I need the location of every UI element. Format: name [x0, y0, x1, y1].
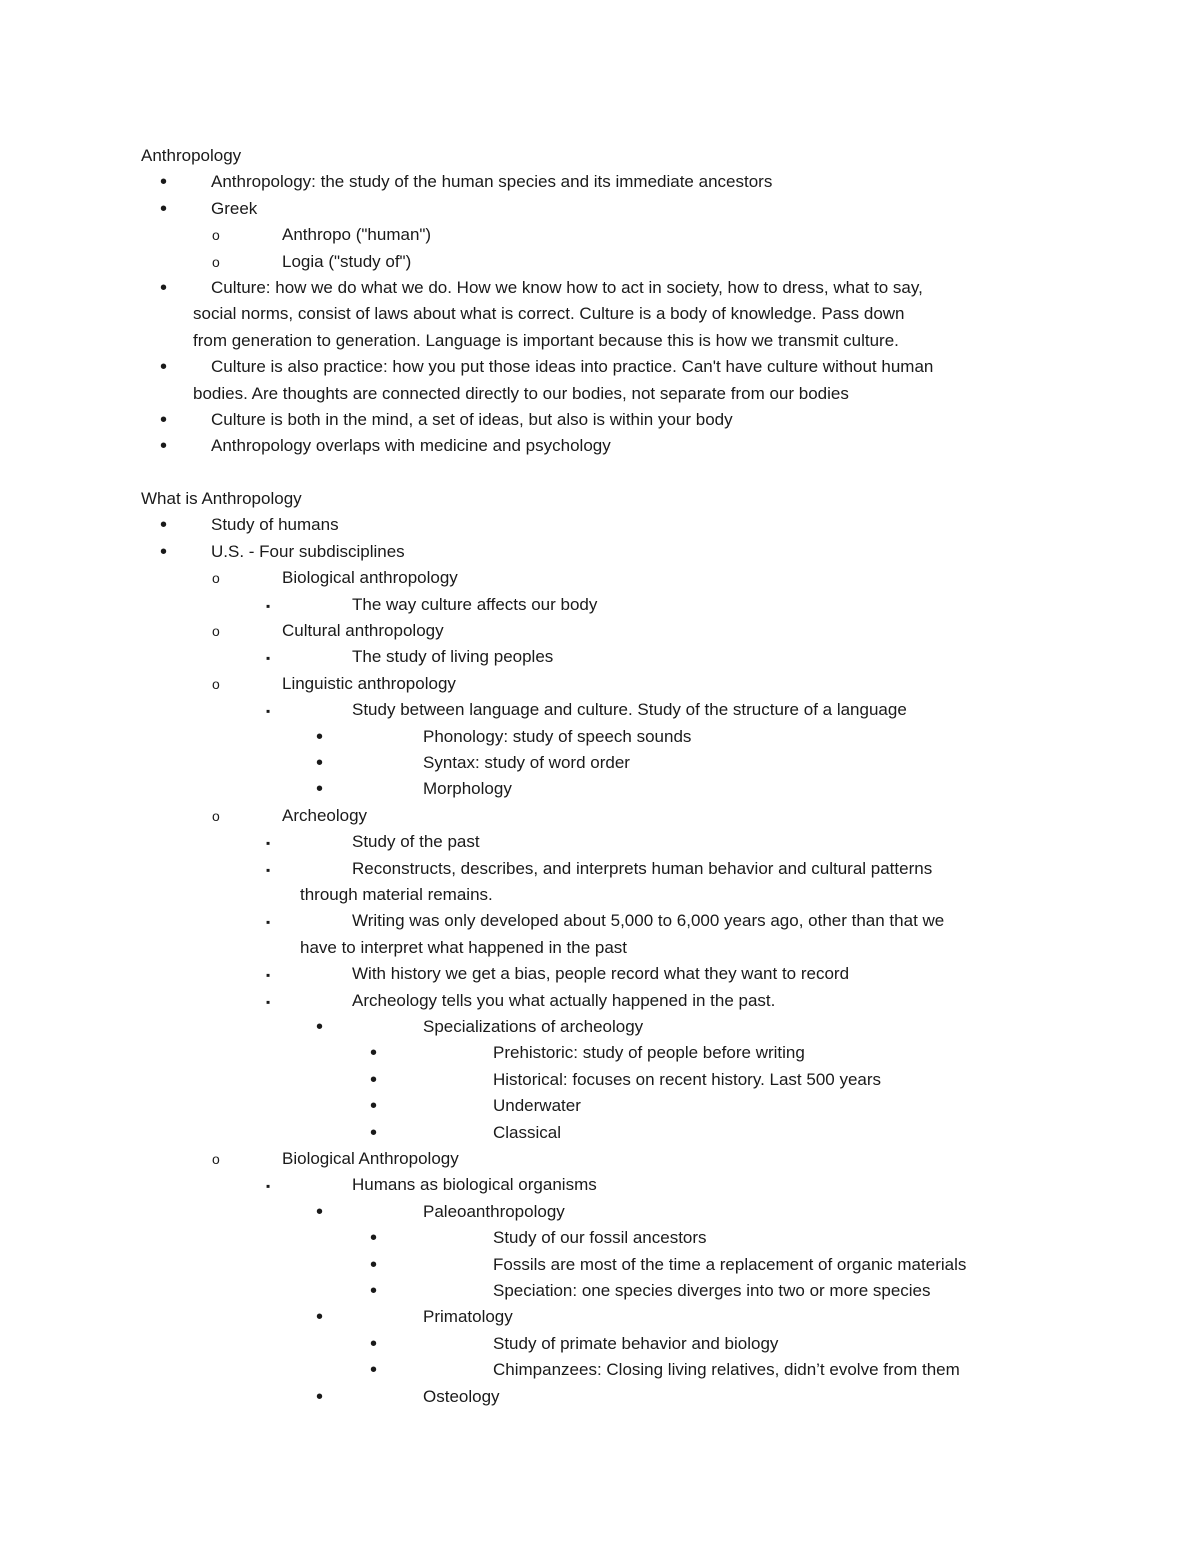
bullet-disc-icon	[316, 750, 323, 777]
list-item-line: Logia ("study of")	[282, 251, 412, 271]
list-item-line: Anthropology: the study of the human species and its immediate ancestors	[211, 172, 773, 192]
list-item-line: Reconstructs, describes, and interprets human behavior and cultural patterns	[352, 858, 933, 878]
bullet-circle-icon	[212, 671, 220, 697]
list-item-line: Underwater	[493, 1096, 581, 1116]
bullet-square-icon	[266, 988, 270, 1015]
list-item-line: The way culture affects our body	[352, 594, 598, 614]
list-item-line: Humans as biological organisms	[352, 1175, 597, 1195]
list-item-line: from generation to generation. Language is important because this is how we transmit culture.	[193, 330, 899, 350]
bullet-disc-icon	[316, 776, 323, 803]
bullet-disc-icon	[316, 1304, 323, 1331]
bullet-disc-icon	[370, 1093, 377, 1120]
list-item-line: Cultural anthropology	[282, 621, 444, 640]
bullet-disc-icon	[160, 169, 167, 196]
list-item-line: Osteology	[423, 1386, 500, 1406]
bullet-disc-icon	[160, 539, 167, 566]
list-item-line: Study of the past	[352, 832, 480, 852]
list-item-line: Study of our fossil ancestors	[493, 1228, 707, 1248]
list-item-line: Study of humans	[211, 515, 339, 535]
bullet-disc-icon	[316, 724, 323, 751]
list-item-line: With history we get a bias, people record what they want to record	[352, 964, 850, 984]
list-item-line: Anthropology overlaps with medicine and psychology	[211, 436, 611, 456]
bullet-disc-icon	[160, 433, 167, 460]
list-item-line: Classical	[493, 1122, 562, 1142]
list-item-line: Speciation: one species diverges into two or more species	[493, 1281, 931, 1300]
bullet-disc-icon	[316, 1014, 323, 1041]
bullet-disc-icon	[370, 1120, 377, 1147]
bullet-square-icon	[266, 592, 270, 619]
list-item-line: Historical: focuses on recent history. Last 500 years	[493, 1069, 882, 1089]
list-item-line: social norms, consist of laws about what is correct. Culture is a body of knowledge. Pass down	[193, 304, 905, 324]
bullet-circle-icon	[212, 618, 220, 644]
bullet-circle-icon	[212, 565, 220, 591]
bullet-disc-icon	[370, 1040, 377, 1067]
list-item-line: Linguistic anthropology	[282, 673, 456, 693]
bullet-disc-icon	[370, 1252, 377, 1279]
list-item-line: Syntax: study of word order	[423, 753, 630, 772]
bullet-circle-icon	[212, 803, 220, 829]
list-item-line: U.S. - Four subdisciplines	[211, 541, 405, 561]
list-item-line: Primatology	[423, 1307, 513, 1327]
list-item-line: Culture is both in the mind, a set of ideas, but also is within your body	[211, 410, 733, 429]
list-item-line: Fossils are most of the time a replacement of organic materials	[493, 1254, 967, 1274]
list-item-line: Writing was only developed about 5,000 to 6,000 years ago, other than that we	[352, 911, 945, 931]
list-item-line: Biological Anthropology	[282, 1149, 459, 1168]
bullet-disc-icon	[160, 407, 167, 434]
list-item-line: Anthropo ("human")	[282, 225, 432, 245]
bullet-disc-icon	[316, 1199, 323, 1226]
bullet-disc-icon	[160, 354, 167, 381]
bullet-disc-icon	[160, 196, 167, 223]
bullet-square-icon	[266, 697, 270, 724]
list-item-line: bodies. Are thoughts are connected directly to our bodies, not separate from our bodies	[193, 383, 849, 403]
section-heading: What is Anthropology	[141, 489, 302, 508]
bullet-disc-icon	[370, 1278, 377, 1305]
section-heading: Anthropology	[141, 146, 242, 165]
list-item-line: The study of living peoples	[352, 647, 554, 667]
list-item-line: Morphology	[423, 779, 512, 799]
bullet-disc-icon	[370, 1225, 377, 1252]
bullet-square-icon	[266, 961, 270, 988]
bullet-disc-icon	[316, 1384, 323, 1411]
bullet-square-icon	[266, 829, 270, 856]
list-item-line: Study of primate behavior and biology	[493, 1333, 779, 1353]
list-item-line: Paleoanthropology	[423, 1201, 565, 1221]
list-item-line: through material remains.	[300, 885, 493, 904]
list-item-line: Archeology	[282, 805, 368, 825]
list-item-line: Chimpanzees: Closing living relatives, didn’t evolve from them	[493, 1360, 960, 1380]
list-item-line: Specializations of archeology	[423, 1017, 644, 1036]
list-item-line: have to interpret what happened in the past	[300, 937, 628, 957]
list-item-line: Biological anthropology	[282, 568, 458, 588]
list-item-line: Culture is also practice: how you put those ideas into practice. Can't have culture without human	[211, 357, 934, 377]
list-item-line: Phonology: study of speech sounds	[423, 726, 692, 746]
bullet-square-icon	[266, 644, 270, 671]
list-item-line: Greek	[211, 198, 258, 218]
list-item-line: Culture: how we do what we do. How we know how to act in society, how to dress, what to say,	[211, 278, 923, 297]
bullet-disc-icon	[160, 512, 167, 539]
bullet-disc-icon	[160, 275, 167, 302]
bullet-square-icon	[266, 1172, 270, 1199]
bullet-disc-icon	[370, 1357, 377, 1384]
bullet-square-icon	[266, 856, 270, 883]
list-item-line: Study between language and culture. Study of the structure of a language	[352, 700, 907, 720]
bullet-disc-icon	[370, 1331, 377, 1358]
list-item-line: Prehistoric: study of people before writing	[493, 1043, 805, 1063]
bullet-circle-icon	[212, 1146, 220, 1172]
bullet-square-icon	[266, 908, 270, 935]
bullet-disc-icon	[370, 1067, 377, 1094]
bullet-circle-icon	[212, 249, 220, 275]
list-item-line: Archeology tells you what actually happened in the past.	[352, 990, 776, 1010]
bullet-circle-icon	[212, 222, 220, 248]
